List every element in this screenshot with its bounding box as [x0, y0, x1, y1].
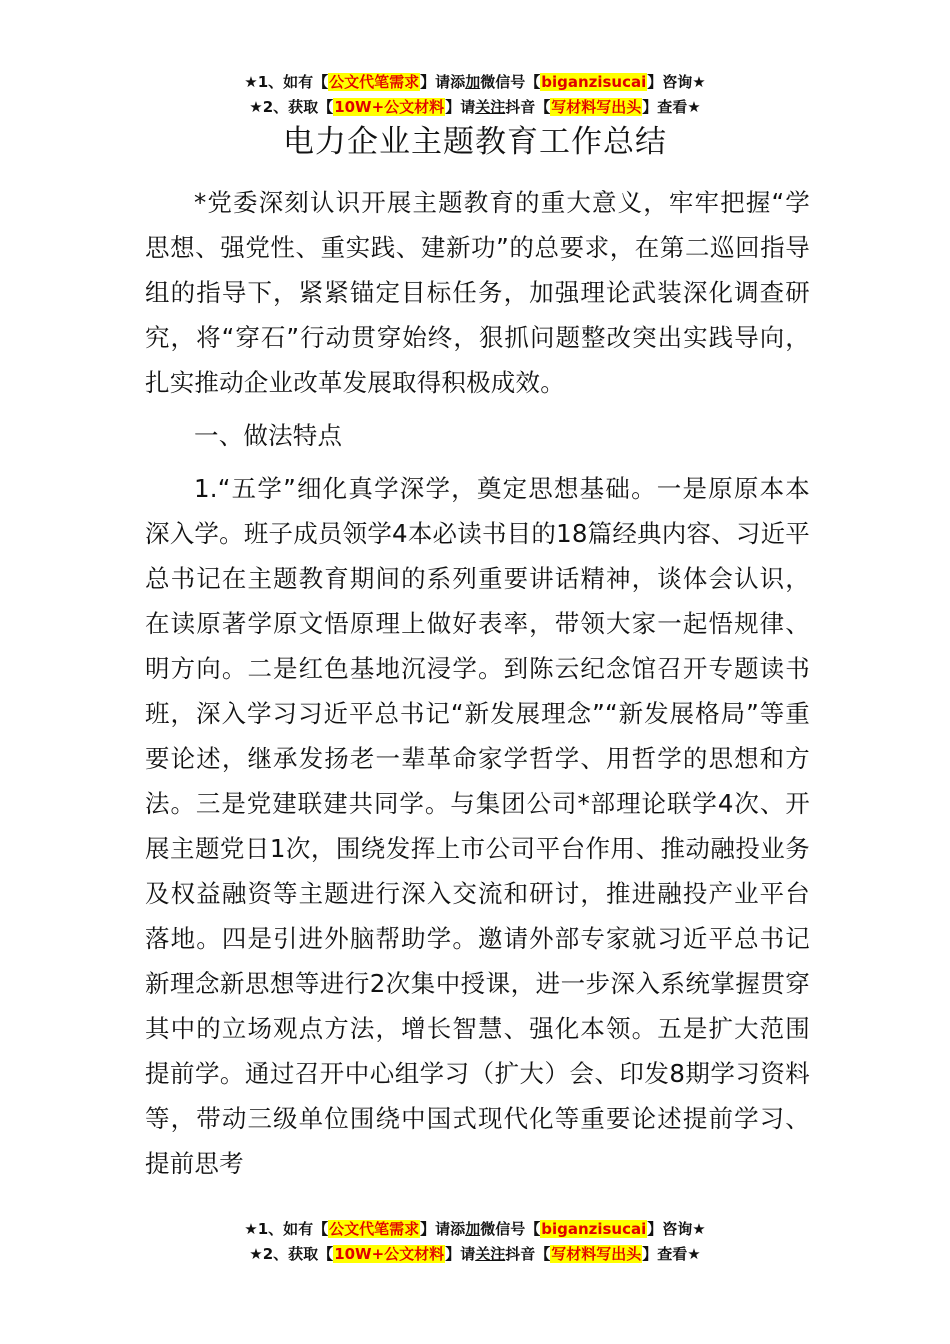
banner-text: ★1、如有【 [244, 73, 329, 91]
banner-text: ★2、获取【 [249, 98, 334, 116]
banner-text: 】请添 [420, 73, 466, 91]
banner-text: 抖音【 [505, 98, 551, 116]
banner-text: 】咨询★ [647, 1220, 706, 1238]
banner-highlight: biganzisucai [541, 1220, 647, 1238]
document-body [145, 180, 810, 1186]
banner-underline: 加 [465, 73, 481, 91]
top-banner [0, 70, 950, 120]
banner-line-1 [0, 1217, 950, 1242]
banner-highlight: 公文代笔需求 [329, 1220, 420, 1238]
banner-text: 】查看★ [642, 1245, 701, 1263]
section-heading: 一、做法特点 [194, 421, 343, 450]
banner-underline: 加 [465, 1220, 481, 1238]
banner-highlight: 写材料写出头 [551, 1245, 642, 1263]
banner-highlight: 10W+公文材料 [334, 1245, 445, 1263]
banner-highlight: biganzisucai [541, 73, 647, 91]
banner-line-2 [0, 1242, 950, 1267]
banner-text: 】请 [445, 98, 476, 116]
banner-underline: 关注 [475, 1245, 506, 1263]
intro-paragraph: *党委深刻认识开展主题教育的重大意义，牢牢把握“学思想、强党性、重实践、建新功”的总要求，在第二巡回指导组的指导下，紧紧锚定目标任务，加强理论武装深化调查研究，将“穿石”行动贯穿始终，狠抓问题整改突出实践导向，扎实推动企业改革发展取得积极成效。 [145, 188, 810, 397]
banner-text: 微信号【 [480, 1220, 541, 1238]
banner-text: 】请 [445, 1245, 476, 1263]
banner-text: 微信号【 [480, 73, 541, 91]
banner-text: 】咨询★ [647, 73, 706, 91]
banner-line-1 [0, 70, 950, 95]
banner-line-2 [0, 95, 950, 120]
banner-highlight: 公文代笔需求 [329, 73, 420, 91]
bottom-banner [0, 1217, 950, 1267]
banner-text: ★1、如有【 [244, 1220, 329, 1238]
banner-highlight: 10W+公文材料 [334, 98, 445, 116]
banner-underline: 关注 [475, 98, 506, 116]
section-paragraph: 1.“五学”细化真学深学，奠定思想基础。一是原原本本深入学。班子成员领学4本必读书目的18篇经典内容、习近平总书记在主题教育期间的系列重要讲话精神，谈体会认识，在读原著学原文悟原理上做好表率，带领大家一起悟规律、明方向。二是红色基地沉浸学。到陈云纪念馆召开专题读书班，深入学习习近平总书记“新发展理念”“新发展格局”等重要论述，继承发扬老一辈革命家学哲学、用哲学的思想和方法。三是党建联建共同学。与集团公司*部理论联学4次、开展主题党日1次，围绕发挥上市公司平台作用、推动融投业务及权益融资等主题进行深入交流和研讨，推进融投产业平台落地。四是引进外脑帮助学。邀请外部专家就习近平总书记新理念新思想等进行2次集中授课，进一步深入系统掌握贯穿其中的立场观点方法，增长智慧、强化本领。五是扩大范围提前学。通过召开中心组学习（扩大）会、印发8期学习资料等，带动三级单位围绕中国式现代化等重要论述提前学习、提前思考 [145, 474, 810, 1178]
document-title: 电力企业主题教育工作总结 [283, 124, 667, 160]
banner-text: 】查看★ [642, 98, 701, 116]
banner-text: 抖音【 [505, 1245, 551, 1263]
banner-highlight: 写材料写出头 [551, 98, 642, 116]
banner-text: 】请添 [420, 1220, 466, 1238]
banner-text: ★2、获取【 [249, 1245, 334, 1263]
